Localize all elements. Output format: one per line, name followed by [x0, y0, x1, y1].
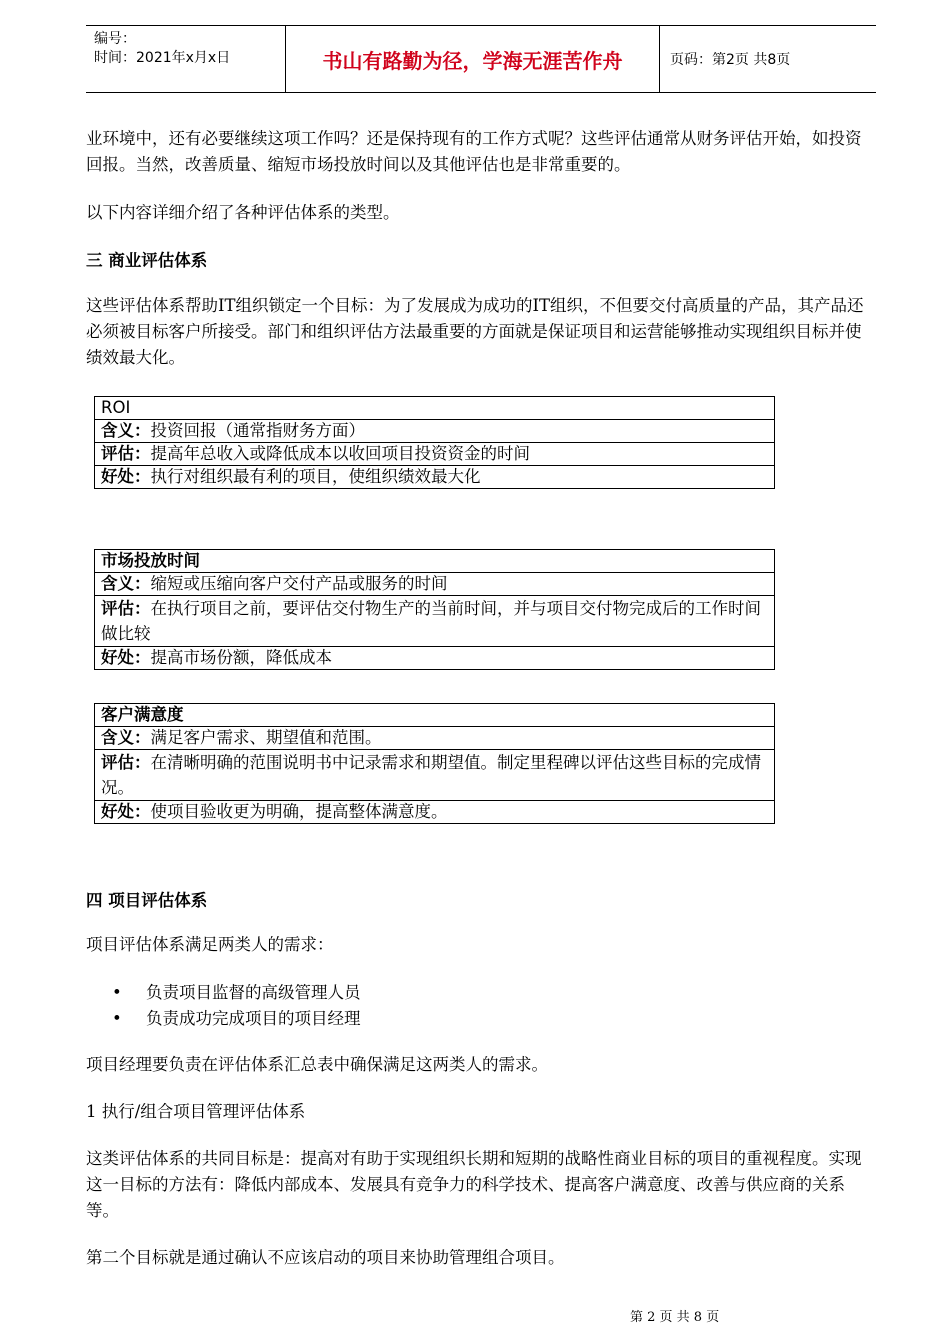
table-cs-meaning: 含义：满足客户需求、期望值和范围。 — [95, 727, 774, 750]
header-number: 编号： — [94, 31, 136, 47]
table-customer-satisfaction — [94, 703, 775, 824]
section-heading-project: 四 项目评估体系 — [86, 891, 208, 910]
table-roi — [94, 396, 775, 489]
paragraph-overview: 以下内容详细介绍了各种评估体系的类型。 — [86, 203, 400, 222]
page-footer: 第 2 页 共 8 页 — [630, 1310, 720, 1325]
paragraph-project-needs: 项目评估体系满足两类人的需求： — [86, 935, 334, 954]
list-item: • 负责成功完成项目的项目经理 — [112, 1006, 812, 1032]
paragraph-second-goal: 第二个目标就是通过确认不应该启动的项目来协助管理组合项目。 — [86, 1248, 565, 1267]
table-roi-title: ROI — [95, 397, 774, 420]
table-cs-benefit: 好处：使项目验收更为明确，提高整体满意度。 — [95, 801, 774, 824]
subsection-heading-portfolio: 1 执行/组合项目管理评估体系 — [86, 1102, 306, 1121]
table-cs-title: 客户满意度 — [95, 704, 774, 727]
table-cs-eval: 评估：在清晰明确的范围说明书中记录需求和期望值。制定里程碑以评估这些目标的完成情况。 — [95, 750, 774, 801]
table-ttm-benefit: 好处：提高市场份额，降低成本 — [95, 647, 774, 670]
table-ttm-title: 市场投放时间 — [95, 550, 774, 573]
paragraph-portfolio-goal: 这类评估体系的共同目标是：提高对有助于实现组织长期和短期的战略性商业目标的项目的重视程度。实现这一目标的方法有：降低内部成本、发展具有竞争力的科学技术、提高客户满意度、改善与供应商的关系等。 — [86, 1149, 862, 1220]
list-item: • 负责项目监督的高级管理人员 — [112, 980, 812, 1006]
section-heading-business: 三 商业评估体系 — [86, 251, 208, 270]
table-ttm-eval: 评估：在执行项目之前，要评估交付物生产的当前时间，并与项目交付物完成后的工作时间做比较 — [95, 596, 774, 647]
page-header — [86, 25, 876, 93]
table-ttm-meaning: 含义：缩短或压缩向客户交付产品或服务的时间 — [95, 573, 774, 596]
header-meta — [86, 26, 286, 92]
header-time: 时间：2021年x月x日 — [94, 50, 231, 66]
table-roi-benefit: 好处：执行对组织最有利的项目，使组织绩效最大化 — [95, 466, 774, 489]
paragraph-intro: 业环境中，还有必要继续这项工作吗？还是保持现有的工作方式呢？这些评估通常从财务评估开始，如投资回报。当然，改善质量、缩短市场投放时间以及其他评估也是非常重要的。 — [86, 129, 862, 174]
header-motto: 书山有路勤为径，学海无涯苦作舟 — [286, 26, 660, 92]
table-roi-eval: 评估：提高年总收入或降低成本以收回项目投资资金的时间 — [95, 443, 774, 466]
paragraph-business: 这些评估体系帮助IT组织锁定一个目标：为了发展成为成功的IT组织，不但要交付高质量的产品，其产品还必须被目标客户所接受。部门和组织评估方法最重要的方面就是保证项目和运营能够推动实现组织目标并使绩效最大化。 — [86, 296, 864, 367]
table-time-to-market — [94, 549, 775, 670]
bullet-list — [112, 980, 812, 1032]
table-roi-meaning: 含义：投资回报（通常指财务方面） — [95, 420, 774, 443]
header-page-number: 页码：第2页 共8页 — [670, 52, 791, 68]
paragraph-pm-responsibility: 项目经理要负责在评估体系汇总表中确保满足这两类人的需求。 — [86, 1055, 548, 1074]
